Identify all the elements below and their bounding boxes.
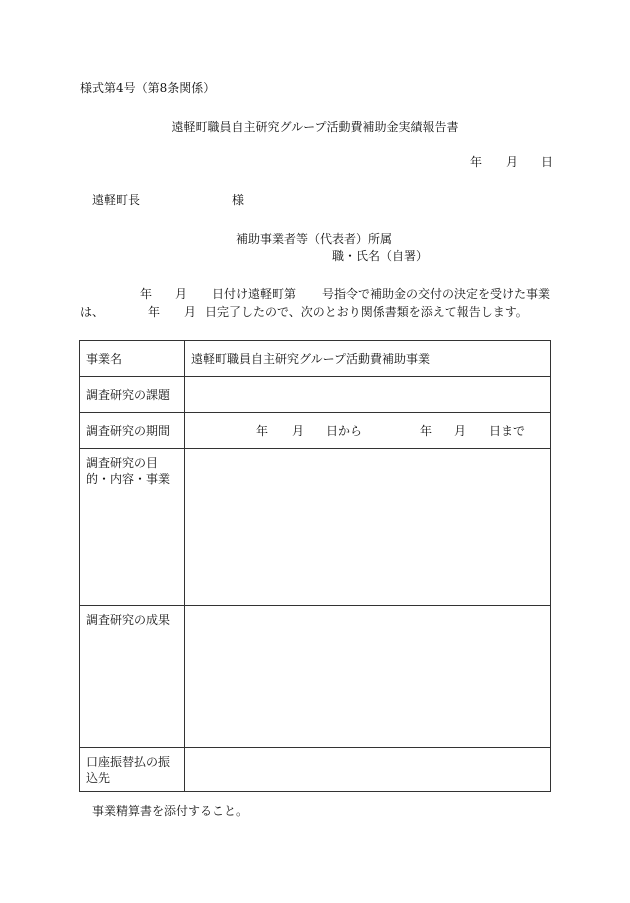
- period-to-year: 年: [420, 423, 433, 438]
- table-row: [80, 748, 551, 792]
- row-value-research-purpose[interactable]: [185, 449, 551, 606]
- row-label-research-period: 調査研究の期間: [80, 413, 185, 449]
- row-label-research-purpose: 調査研究の目的・内容・事業: [80, 449, 185, 606]
- body1-text: 日付け遠軽町第: [212, 287, 297, 301]
- body2-month: 月: [184, 305, 197, 319]
- body2-lead: は、: [80, 305, 105, 319]
- row-value-research-results[interactable]: [185, 606, 551, 748]
- body2-year: 年: [148, 305, 161, 319]
- date-day: 日: [541, 155, 554, 169]
- row-label-research-topic: 調査研究の課題: [80, 377, 185, 413]
- table-row: [80, 377, 551, 413]
- table-row: [80, 341, 551, 377]
- addressee-name: 遠軽町長: [92, 193, 141, 207]
- applicant-name-label: 職・氏名（自署）: [332, 249, 429, 263]
- report-table: [79, 340, 551, 792]
- date-year: 年: [470, 155, 483, 169]
- row-value-research-period[interactable]: [185, 413, 551, 449]
- applicant-affiliation-label: 補助事業者等（代表者）所属: [236, 232, 393, 246]
- addressee-honorific: 様: [232, 193, 245, 207]
- row-label-project-name: 事業名: [80, 341, 185, 377]
- period-from-year: 年: [256, 423, 269, 438]
- body1-year: 年: [140, 287, 153, 301]
- period-from-month: 月: [292, 423, 305, 438]
- period-from-day: 日から: [326, 423, 363, 438]
- row-value-bank-account[interactable]: [185, 748, 551, 792]
- form-number: 様式第4号（第8条関係）: [80, 81, 216, 95]
- row-label-research-results: 調査研究の成果: [80, 606, 185, 748]
- table-row: [80, 449, 551, 606]
- body2-text: 日完了したので、次のとおり関係書類を添えて報告します。: [205, 305, 528, 319]
- period-to-day: 日まで: [489, 423, 526, 438]
- body1-month: 月: [175, 287, 188, 301]
- table-row: [80, 413, 551, 449]
- body1-text2: 号指令で補助金の交付の決定を受けた事業: [322, 287, 551, 301]
- row-value-project-name: 遠軽町職員自主研究グループ活動費補助事業: [185, 341, 551, 377]
- document-title: 遠軽町職員自主研究グループ活動費補助金実績報告書: [171, 120, 459, 134]
- row-value-research-topic[interactable]: [185, 377, 551, 413]
- date-month: 月: [506, 155, 519, 169]
- row-label-bank-account: 口座振替払の振込先: [80, 748, 185, 792]
- attachment-note: 事業精算書を添付すること。: [92, 804, 249, 818]
- period-to-month: 月: [454, 423, 467, 438]
- table-row: [80, 606, 551, 748]
